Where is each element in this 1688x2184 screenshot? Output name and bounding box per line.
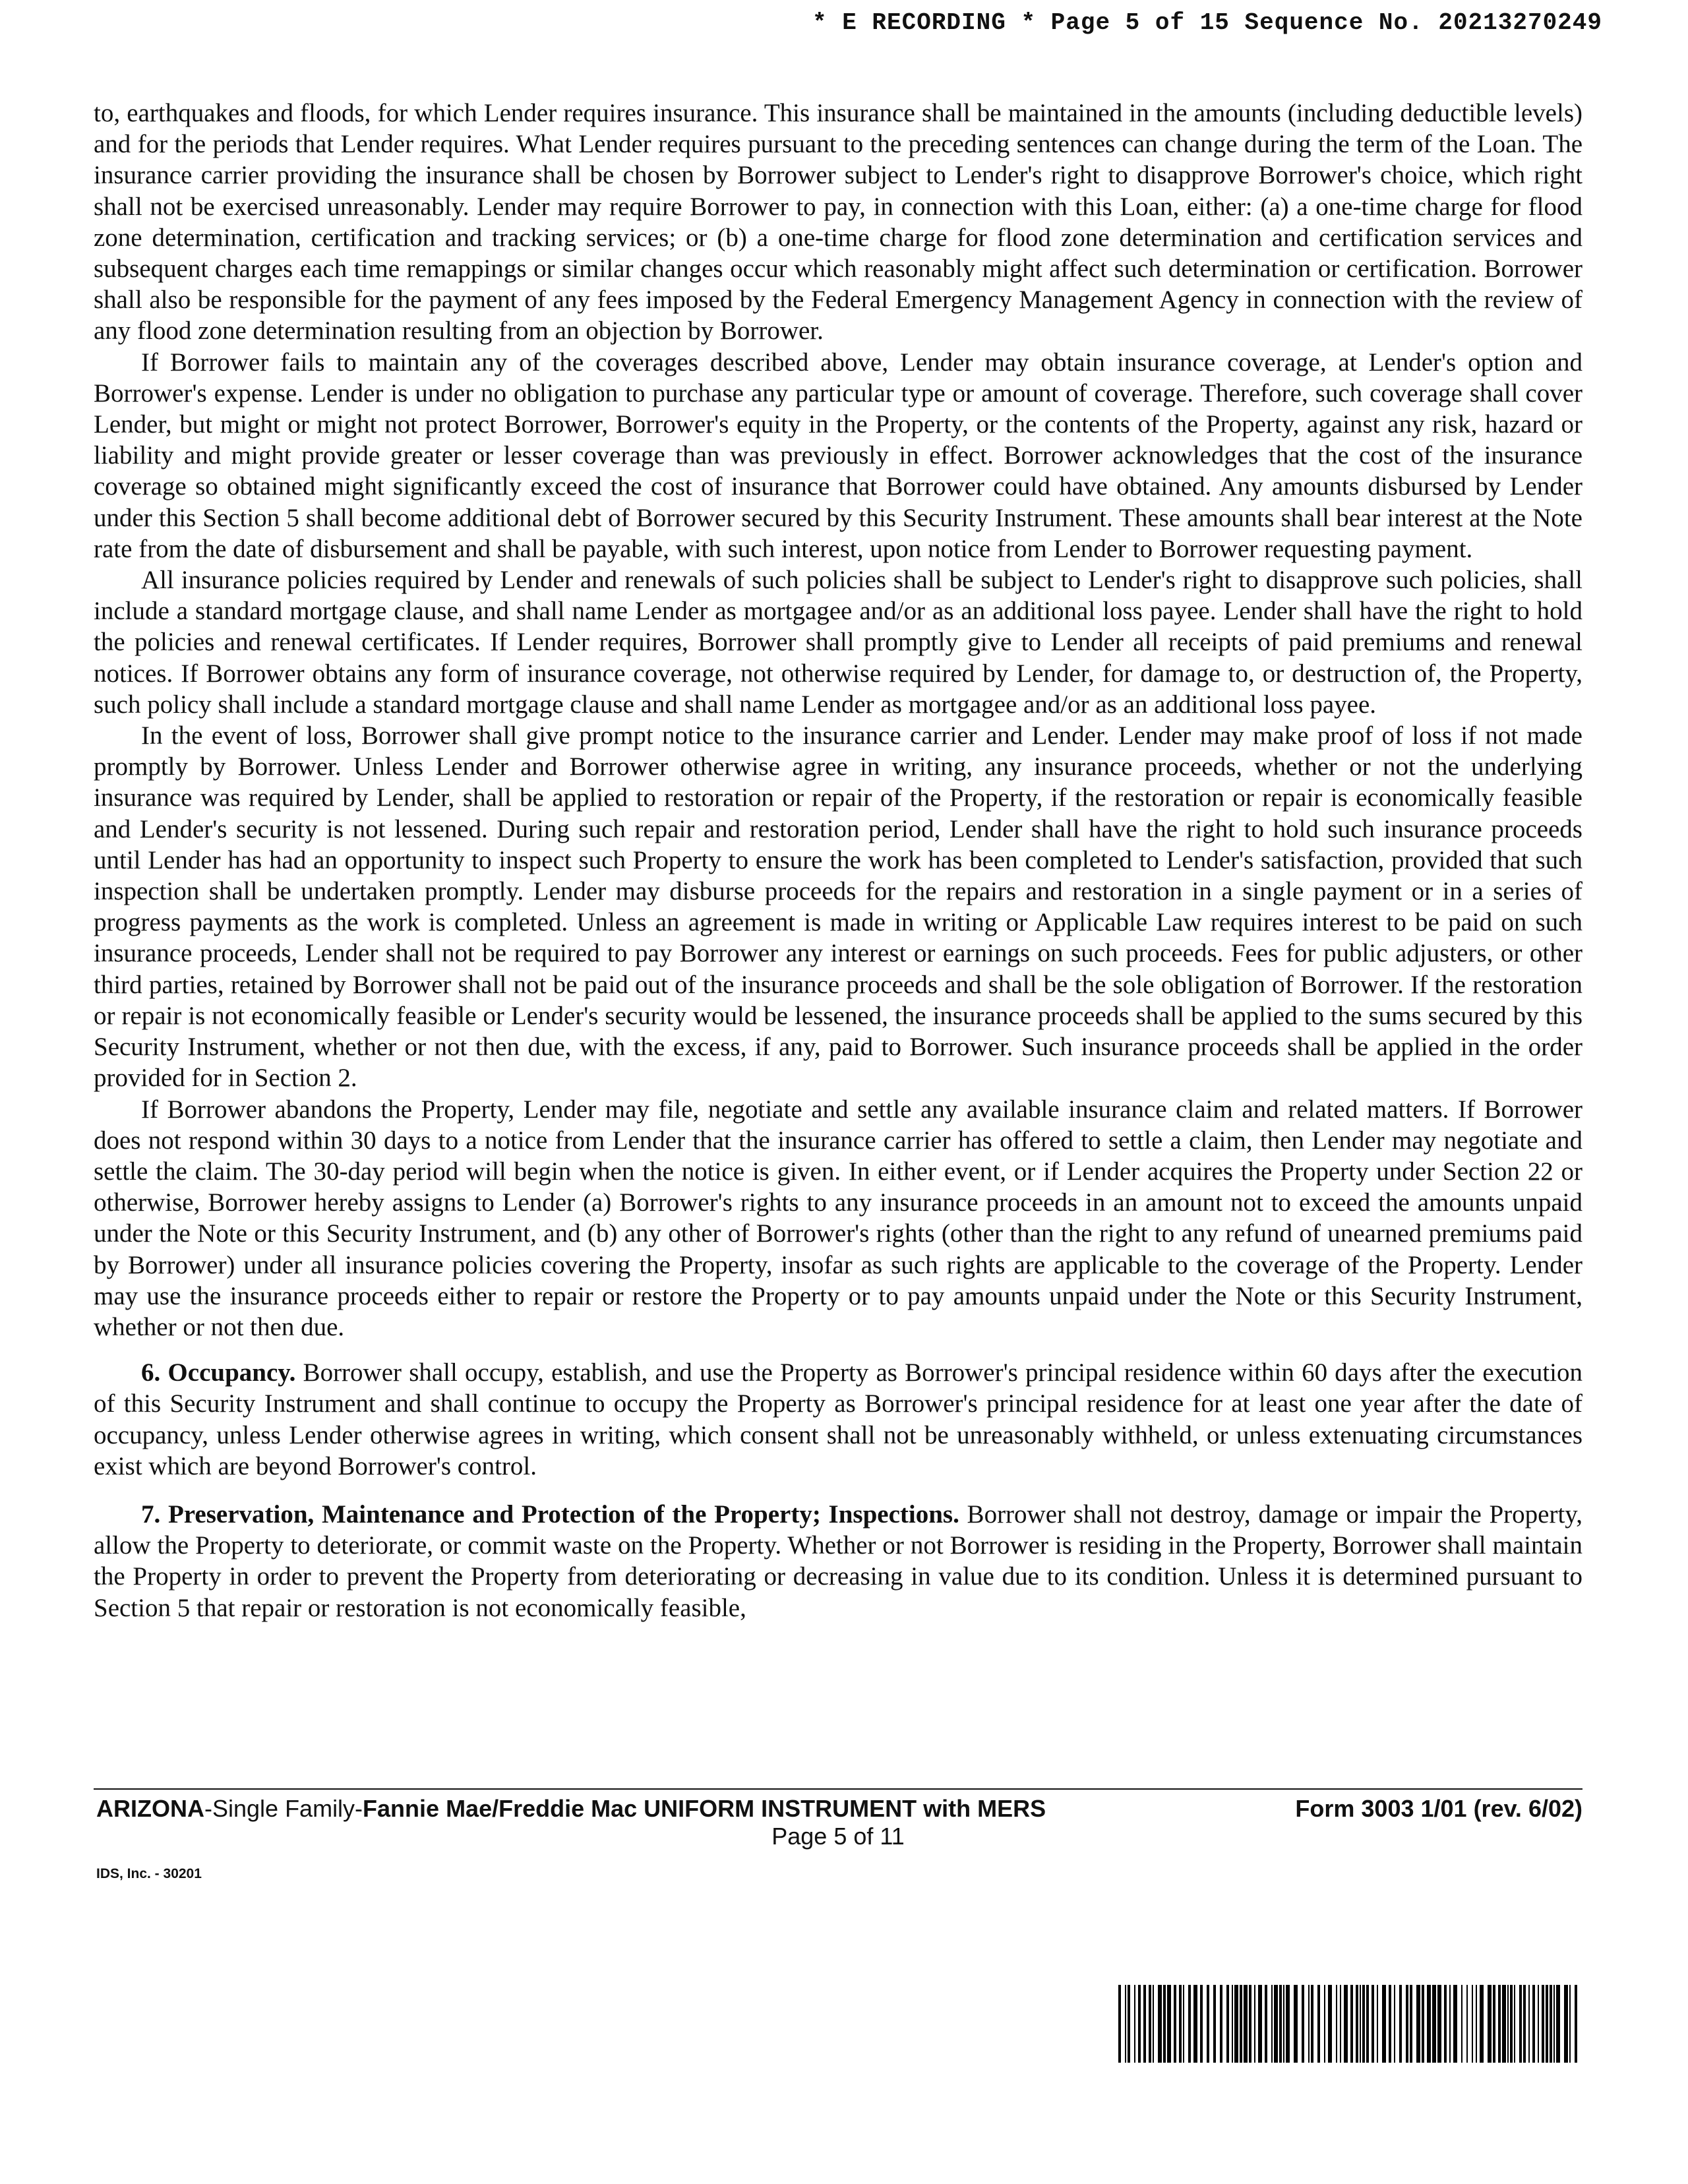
paragraph-insurance-continued: to, earthquakes and floods, for which Lender requires insurance. This insurance shall be maintained in the amounts (including deductible levels) and for the periods that Lender requires. What Lender requires pursuant to the preceding sentences can change during the term of the Loan. The insurance carrier providing the insurance shall be chosen by Borrower subject to Lender's right to disapprove Borrower's choice, which right shall not be exercised unreasonably. Lender may require Borrower to pay, in connection with this Loan, either: (a) a one-time charge for flood zone determination, certification and tracking services; or (b) a one-time charge for flood zone determination and certification services and subsequent charges each time remappings or similar changes occur which reasonably might affect such determination or certification. Borrower shall also be responsible for the payment of any fees imposed by the Federal Emergency Management Agency in connection with the review of any flood zone determination resulting from an objection by Borrower. (94, 99, 1582, 346)
footer-divider (94, 1788, 1582, 1790)
section-7-text: Borrower shall not destroy, damage or impair the Property, allow the Property to deteriorate, or commit waste on the Property. Whether or not Borrower is residing in the Property, Borrower shall maintain the Property in order to prevent the Property from deteriorating or decreasing in value due to its condition. Unless it is determined pursuant to Section 5 that repair or restoration is not economically feasible, (94, 1500, 1583, 1622)
footer-form-line (96, 1795, 1582, 1823)
footer-state: ARIZONA (96, 1795, 204, 1822)
vendor-code: IDS, Inc. - 30201 (96, 1866, 202, 1881)
recording-header: * E RECORDING * Page 5 of 15 Sequence No. 20213270249 (812, 9, 1602, 36)
paragraph-lender-coverage: If Borrower fails to maintain any of the coverages described above, Lender may obtain insurance coverage, at Lender's option and Borrower's expense. Lender is under no obligation to purchase any particular type or amount of coverage. Therefore, such coverage shall cover Lender, but might or might not protect Borrower, Borrower's equity in the Property, or the contents of the Property, against any risk, hazard or liability and might provide greater or lesser coverage than was previously in effect. Borrower acknowledges that the cost of the insurance coverage so obtained might significantly exceed the cost of insurance that Borrower could have obtained. Any amounts disbursed by Lender under this Section 5 shall become additional debt of Borrower secured by this Security Instrument. These amounts shall bear interest at the Note rate from the date of disbursement and shall be payable, with such interest, upon notice from Lender to Borrower requesting payment. (94, 348, 1582, 563)
footer-instrument: Fannie Mae/Freddie Mac UNIFORM INSTRUMENT with MERS (363, 1795, 1046, 1822)
footer-page-number: Page 5 of 11 (771, 1823, 905, 1850)
footer-form-number: Form 3003 1/01 (rev. 6/02) (1295, 1795, 1582, 1822)
footer-separator: -Single Family- (204, 1795, 363, 1822)
section-6-occupancy (94, 1357, 1582, 1482)
paragraph-insurance-policies: All insurance policies required by Lender and renewals of such policies shall be subject to Lender's right to disapprove such policies, shall include a standard mortgage clause, and shall name Lender as mortgagee and/or as an additional loss payee. Lender shall have the right to hold the policies and renewal certificates. If Lender requires, Borrower shall promptly give to Lender all receipts of paid premiums and renewal notices. If Borrower obtains any form of insurance coverage, not otherwise required by Lender, for damage to, or destruction of, the Property, such policy shall include a standard mortgage clause and shall name Lender as mortgagee and/or as an additional loss payee. (94, 566, 1582, 719)
document-body (94, 98, 1582, 1623)
section-6-text: Borrower shall occupy, establish, and use the Property as Borrower's principal residence within 60 days after the execution of this Security Instrument and shall continue to occupy the Property as Borrower's principal residence for at least one year after the date of occupancy, unless Lender otherwise agrees in writing, which consent shall not be unreasonably withheld, or unless extenuating circumstances exist which are beyond Borrower's control. (94, 1358, 1582, 1480)
section-7-heading: 7. Preservation, Maintenance and Protection of the Property; Inspections. (141, 1500, 959, 1529)
paragraph-event-of-loss: In the event of loss, Borrower shall give prompt notice to the insurance carrier and Lender. Lender may make proof of loss if not made promptly by Borrower. Unless Lender and Borrower otherwise agree in writing, any insurance proceeds, whether or not the underlying insurance was required by Lender, shall be applied to restoration or repair of the Property, if the restoration or repair is economically feasible and Lender's security is not lessened. During such repair and restoration period, Lender shall have the right to hold such insurance proceeds until Lender has had an opportunity to inspect such Property to ensure the work has been completed to Lender's satisfaction, provided that such inspection shall be undertaken promptly. Lender may disburse proceeds for the repairs and restoration in a single payment or in a series of progress payments as the work is completed. Unless an agreement is made in writing or Applicable Law requires interest to be paid on such insurance proceeds, Lender shall not be required to pay Borrower any interest or earnings on such proceeds. Fees for public adjusters, or other third parties, retained by Borrower shall not be paid out of the insurance proceeds and shall be the sole obligation of Borrower. If the restoration or repair is not economically feasible or Lender's security would be lessened, the insurance proceeds shall be applied to the sums secured by this Security Instrument, whether or not then due, with the excess, if any, paid to Borrower. Such insurance proceeds shall be applied in the order provided for in Section 2. (94, 721, 1582, 1093)
section-6-heading: 6. Occupancy. (141, 1358, 296, 1387)
section-7-preservation (94, 1499, 1582, 1623)
footer-instrument-title (96, 1795, 1046, 1823)
paragraph-abandonment: If Borrower abandons the Property, Lender may file, negotiate and settle any available insurance claim and related matters. If Borrower does not respond within 30 days to a notice from Lender that the insurance carrier has offered to settle a claim, then Lender may negotiate and settle the claim. The 30-day period will begin when the notice is given. In either event, or if Lender acquires the Property under Section 22 or otherwise, Borrower hereby assigns to Lender (a) Borrower's rights to any insurance proceeds in an amount not to exceed the amounts unpaid under the Note or this Security Instrument, and (b) any other of Borrower's rights (other than the right to any refund of unearned premiums paid by Borrower) under all insurance policies covering the Property, insofar as such rights are applicable to the coverage of the Property. Lender may use the insurance proceeds either to repair or restore the Property or to pay amounts unpaid under the Note or this Security Instrument, whether or not then due. (94, 1095, 1582, 1341)
barcode-image (1117, 1985, 1581, 2063)
